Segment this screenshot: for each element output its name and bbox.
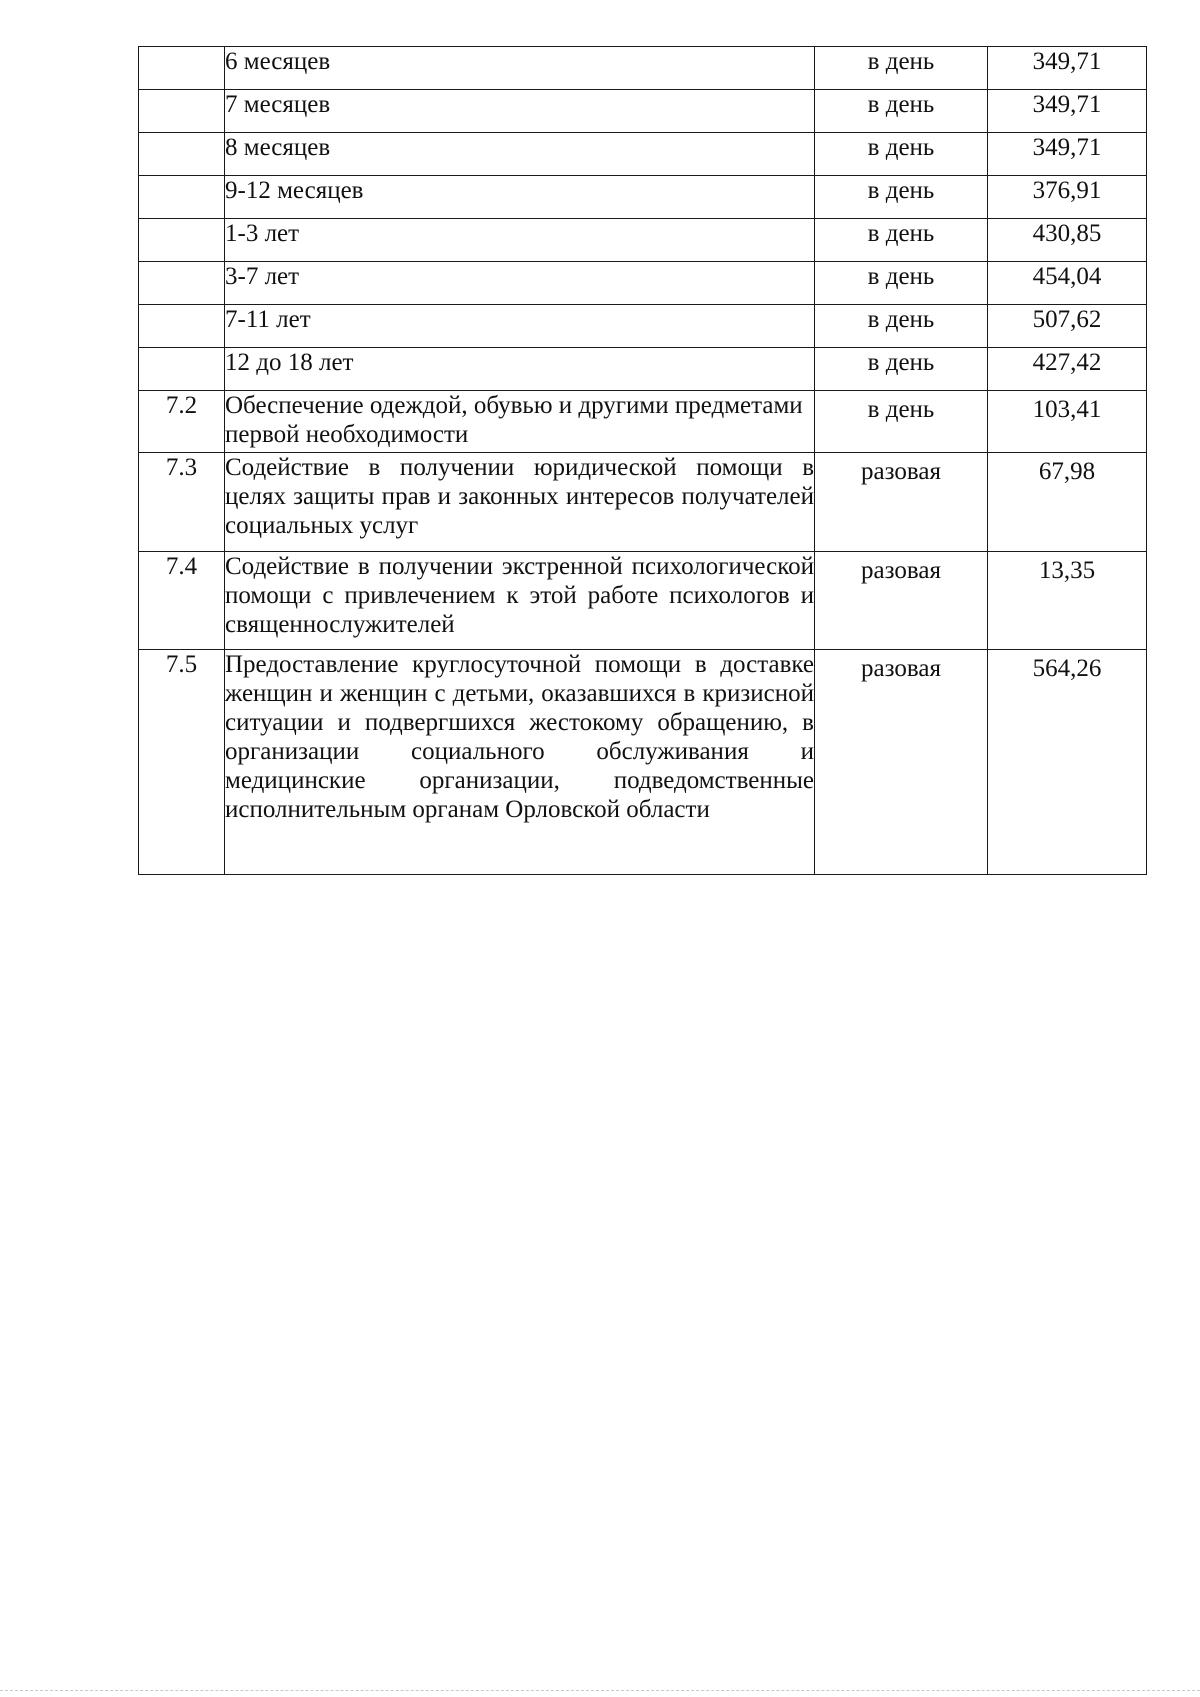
- price-cell: 349,71: [988, 47, 1147, 90]
- service-name-cell: 7 месяцев: [225, 90, 815, 133]
- unit-cell: в день: [815, 348, 988, 391]
- table-row: [139, 348, 1147, 391]
- service-name-cell: 12 до 18 лет: [225, 348, 815, 391]
- unit-cell: разовая: [815, 552, 988, 650]
- price-cell: 376,91: [988, 176, 1147, 219]
- unit-cell: в день: [815, 47, 988, 90]
- service-name-cell: 1-3 лет: [225, 219, 815, 262]
- service-name-cell: 3-7 лет: [225, 262, 815, 305]
- table-row: [139, 391, 1147, 453]
- table-row: [139, 219, 1147, 262]
- unit-cell: в день: [815, 391, 988, 453]
- table-row: [139, 552, 1147, 650]
- price-cell: 427,42: [988, 348, 1147, 391]
- price-cell: 67,98: [988, 453, 1147, 552]
- row-number-cell: [139, 348, 225, 391]
- row-number-cell: [139, 176, 225, 219]
- price-cell: 103,41: [988, 391, 1147, 453]
- row-number-cell: [139, 262, 225, 305]
- table-row: [139, 133, 1147, 176]
- unit-cell: разовая: [815, 650, 988, 875]
- unit-cell: в день: [815, 305, 988, 348]
- row-number-cell: 7.5: [139, 650, 225, 875]
- unit-cell: в день: [815, 176, 988, 219]
- price-cell: 349,71: [988, 90, 1147, 133]
- unit-cell: в день: [815, 219, 988, 262]
- row-number-cell: 7.3: [139, 453, 225, 552]
- table-row: [139, 47, 1147, 90]
- tariff-table: [138, 46, 1147, 875]
- price-cell: 454,04: [988, 262, 1147, 305]
- service-name-cell: 8 месяцев: [225, 133, 815, 176]
- price-cell: 349,71: [988, 133, 1147, 176]
- row-number-cell: 7.2: [139, 391, 225, 453]
- row-number-cell: [139, 47, 225, 90]
- price-cell: 430,85: [988, 219, 1147, 262]
- row-number-cell: [139, 219, 225, 262]
- table-row: [139, 650, 1147, 875]
- scan-edge-line: [0, 1690, 1200, 1691]
- service-name-cell: Содействие в получении юридической помощи в целях защиты прав и законных интересов получателей социальных услуг: [225, 453, 815, 552]
- service-name-cell: Предоставление круглосуточной помощи в доставке женщин и женщин с детьми, оказавшихся в кризисной ситуации и подвергшихся жестокому обращению, в организации социального обслуживания и медицинские организации, подведомственные исполнительным органам Орловской области: [225, 650, 815, 875]
- service-name-cell: Содействие в получении экстренной психологической помощи с привлечением к этой работе психологов и священнослужителей: [225, 552, 815, 650]
- price-cell: 507,62: [988, 305, 1147, 348]
- service-name-cell: 6 месяцев: [225, 47, 815, 90]
- table-row: [139, 90, 1147, 133]
- row-number-cell: [139, 133, 225, 176]
- unit-cell: в день: [815, 133, 988, 176]
- table-row: [139, 176, 1147, 219]
- unit-cell: в день: [815, 90, 988, 133]
- table-row: [139, 453, 1147, 552]
- unit-cell: разовая: [815, 453, 988, 552]
- table-row: [139, 305, 1147, 348]
- price-cell: 564,26: [988, 650, 1147, 875]
- row-number-cell: 7.4: [139, 552, 225, 650]
- unit-cell: в день: [815, 262, 988, 305]
- service-name-cell: 7-11 лет: [225, 305, 815, 348]
- service-name-cell: 9-12 месяцев: [225, 176, 815, 219]
- row-number-cell: [139, 90, 225, 133]
- price-cell: 13,35: [988, 552, 1147, 650]
- service-name-cell: Обеспечение одеждой, обувью и другими предметами первой необходимости: [225, 391, 815, 453]
- table-row: [139, 262, 1147, 305]
- row-number-cell: [139, 305, 225, 348]
